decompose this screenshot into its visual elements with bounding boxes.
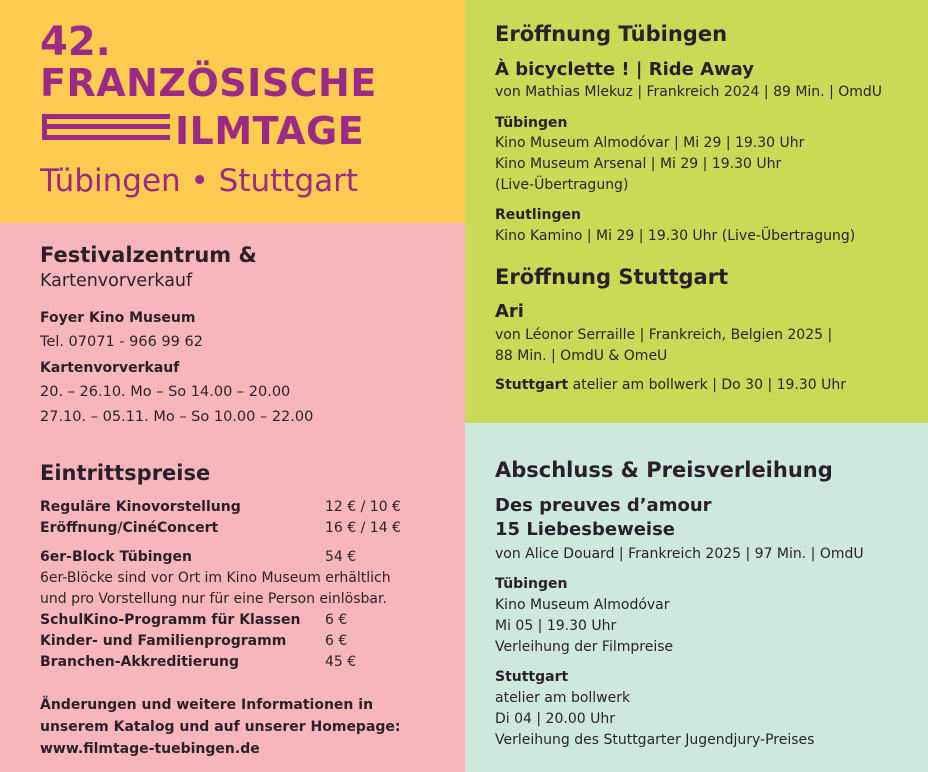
screening-line: Kino Museum Almodóvar | Mi 29 | 19.30 Uhr (495, 135, 805, 151)
film-credits: von Mathias Mlekuz | Frankreich 2024 | 89 Min. | OmdU (495, 84, 883, 100)
film-credits: von Léonor Serraille | Frankreich, Belgien 2025 | (495, 327, 833, 343)
logo-f-bar (42, 124, 170, 129)
phone-number: Tel. 07071 - 966 99 62 (40, 334, 203, 350)
screening-line: Di 04 | 20.00 Uhr (495, 711, 615, 727)
price-value: 54 € (325, 549, 357, 565)
film-credits: von Alice Douard | Frankreich 2025 | 97 Min. | OmdU (495, 546, 864, 562)
festival-heading: Festivalzentrum & (40, 243, 257, 267)
screening-line: Kino Museum Almodóvar (495, 597, 670, 613)
block-note-line: 6er-Blöcke sind vor Ort im Kino Museum erhältlich (40, 570, 391, 586)
price-label: Reguläre Kinovorstellung (40, 499, 241, 515)
film-title: Des preuves d’amour (495, 495, 712, 516)
opening-tuebingen-heading: Eröffnung Tübingen (495, 22, 728, 46)
city-label: Stuttgart (495, 669, 569, 685)
closing-panel (465, 423, 928, 772)
screening-line: atelier am bollwerk (495, 690, 631, 706)
city-label: Tübingen (495, 576, 568, 592)
screening-line: Kino Museum Arsenal | Mi 29 | 19.30 Uhr (495, 156, 782, 172)
price-label: Eröffnung/CinéConcert (40, 520, 219, 536)
screening-line (495, 378, 846, 392)
opening-panel (465, 0, 928, 423)
screening-line: Mi 05 | 19.30 Uhr (495, 618, 617, 634)
screening-venue: atelier am bollwerk | Do 30 | 19.30 Uhr (572, 377, 847, 393)
screening-line: (Live-Übertragung) (495, 177, 629, 193)
prices-heading: Eintrittspreise (40, 461, 211, 485)
price-value: 12 € / 10 € (325, 499, 401, 515)
venue-label: Foyer Kino Museum (40, 310, 196, 326)
screening-line: Verleihung des Stuttgarter Jugendjury-Preises (495, 732, 815, 748)
logo-title-line2: ILMTAGE (175, 109, 365, 153)
film-subtitle: 15 Liebesbeweise (495, 519, 675, 540)
logo-edition: 42. (40, 19, 111, 65)
city-label: Reutlingen (495, 207, 581, 223)
logo-panel (0, 0, 465, 223)
screening-line: Kino Kamino | Mi 29 | 19.30 Uhr (Live-Übertragung) (495, 228, 856, 244)
price-value: 16 € / 14 € (325, 520, 401, 536)
price-value: 6 € (325, 633, 348, 649)
hours-line: 20. – 26.10. Mo – So 14.00 – 20.00 (40, 384, 291, 400)
price-value: 45 € (325, 654, 357, 670)
price-value: 6 € (325, 612, 348, 628)
film-title: À bicyclette ! | Ride Away (495, 59, 754, 80)
price-label: Kinder- und Familienprogramm (40, 633, 287, 649)
footer-note-line: unserem Katalog und auf unserer Homepage: (40, 719, 401, 735)
logo-cities: Tübingen • Stuttgart (40, 163, 359, 199)
logo-title-line1: FRANZÖSISCHE (40, 61, 377, 105)
closing-heading: Abschluss & Preisverleihung (495, 458, 833, 482)
price-label: Branchen-Akkreditierung (40, 654, 240, 670)
hours-line: 27.10. – 05.11. Mo – So 10.00 – 22.00 (40, 409, 314, 425)
opening-stuttgart-heading: Eröffnung Stuttgart (495, 265, 729, 289)
price-label: 6er-Block Tübingen (40, 549, 192, 565)
festival-panel (0, 223, 465, 772)
festival-subheading: Kartenvorverkauf (40, 271, 193, 291)
screening-line: Verleihung der Filmpreise (495, 639, 674, 655)
footer-note-line: Änderungen und weitere Informationen in (40, 697, 374, 713)
city-label: Stuttgart (495, 377, 569, 393)
film-credits: 88 Min. | OmdU & OmeU (495, 348, 668, 364)
price-label: SchulKino-Programm für Klassen (40, 612, 301, 628)
presale-label: Kartenvorverkauf (40, 360, 180, 376)
homepage-link[interactable]: www.filmtage-tuebingen.de (40, 741, 260, 757)
block-note-line: und pro Vorstellung nur für eine Person einlösbar. (40, 591, 387, 607)
city-label: Tübingen (495, 115, 568, 131)
film-title: Ari (495, 301, 524, 322)
